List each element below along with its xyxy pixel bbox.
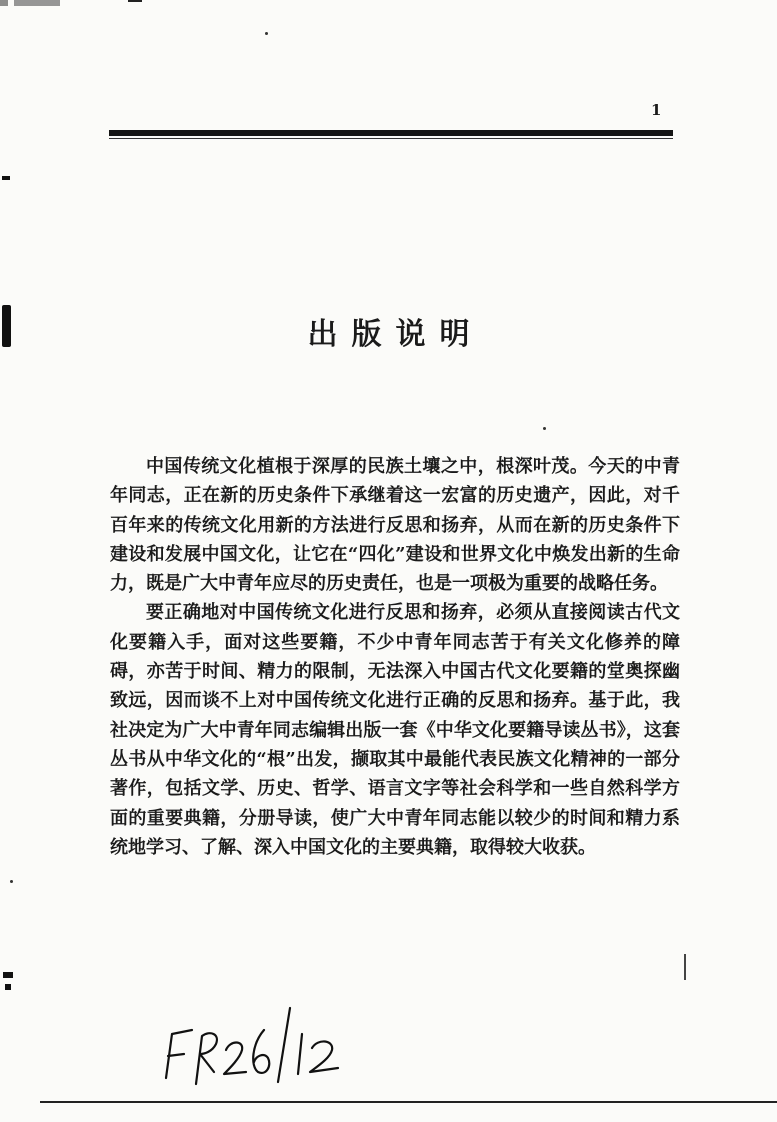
right-margin-tick: [684, 954, 686, 980]
header-rule-thick: [109, 130, 673, 136]
margin-mark-binding-lower: [3, 972, 13, 978]
scan-speck: [543, 427, 546, 430]
page-number: 1: [651, 101, 662, 119]
paragraph: 中国传统文化植根于深厚的民族土壤之中，根深叶茂。今天的中青年同志，正在新的历史条件下承继着这一宏富的历史遗产，因此，对千百年来的传统文化用新的方法进行反思和扬弃，从而在新的历史条件下建设和发展中国文化，让它在“四化”建设和世界文化中焕发出新的生命力，既是广大中青年应尽的历史责任，也是一项极为重要的战略任务。: [110, 456, 680, 595]
footer-rule: [0, 1100, 777, 1104]
handwritten-note: [152, 1000, 382, 1094]
scan-speck: [265, 32, 268, 35]
margin-mark-dot: [2, 176, 10, 180]
scan-artifact-top-dash: [128, 0, 142, 2]
footer-rule-line: [40, 1101, 777, 1103]
scan-speck: [10, 880, 13, 883]
header-rule-thin: [109, 138, 673, 139]
body-text: [110, 452, 680, 862]
scan-artifact-top-left: [0, 0, 110, 6]
handwritten-note-drawing: [152, 1000, 382, 1090]
paragraph: 要正确地对中国传统文化进行反思和扬弃，必须从直接阅读古代文化要籍入手，面对这些要籍，不少中青年同志苦于有关文化修养的障碍，亦苦于时间、精力的限制，无法深入中国古代文化要籍的堂奥探幽致远，因而谈不上对中国传统文化进行正确的反思和扬弃。基于此，我社决定为广大中青年同志编辑出版一套《中华文化要籍导读丛书》，这套丛书从中华文化的“根”出发，撷取其中最能代表民族文化精神的一部分著作，包括文学、历史、哲学、语言文字等社会科学和一些自然科学方面的重要典籍，分册导读，使广大中青年同志能以较少的时间和精力系统地学习、了解、深入中国文化的主要典籍，取得较大收获。: [110, 602, 680, 858]
header-rule: [109, 128, 673, 140]
page-title: 出版说明: [307, 317, 484, 352]
margin-mark-binding-lower-2: [5, 984, 11, 990]
